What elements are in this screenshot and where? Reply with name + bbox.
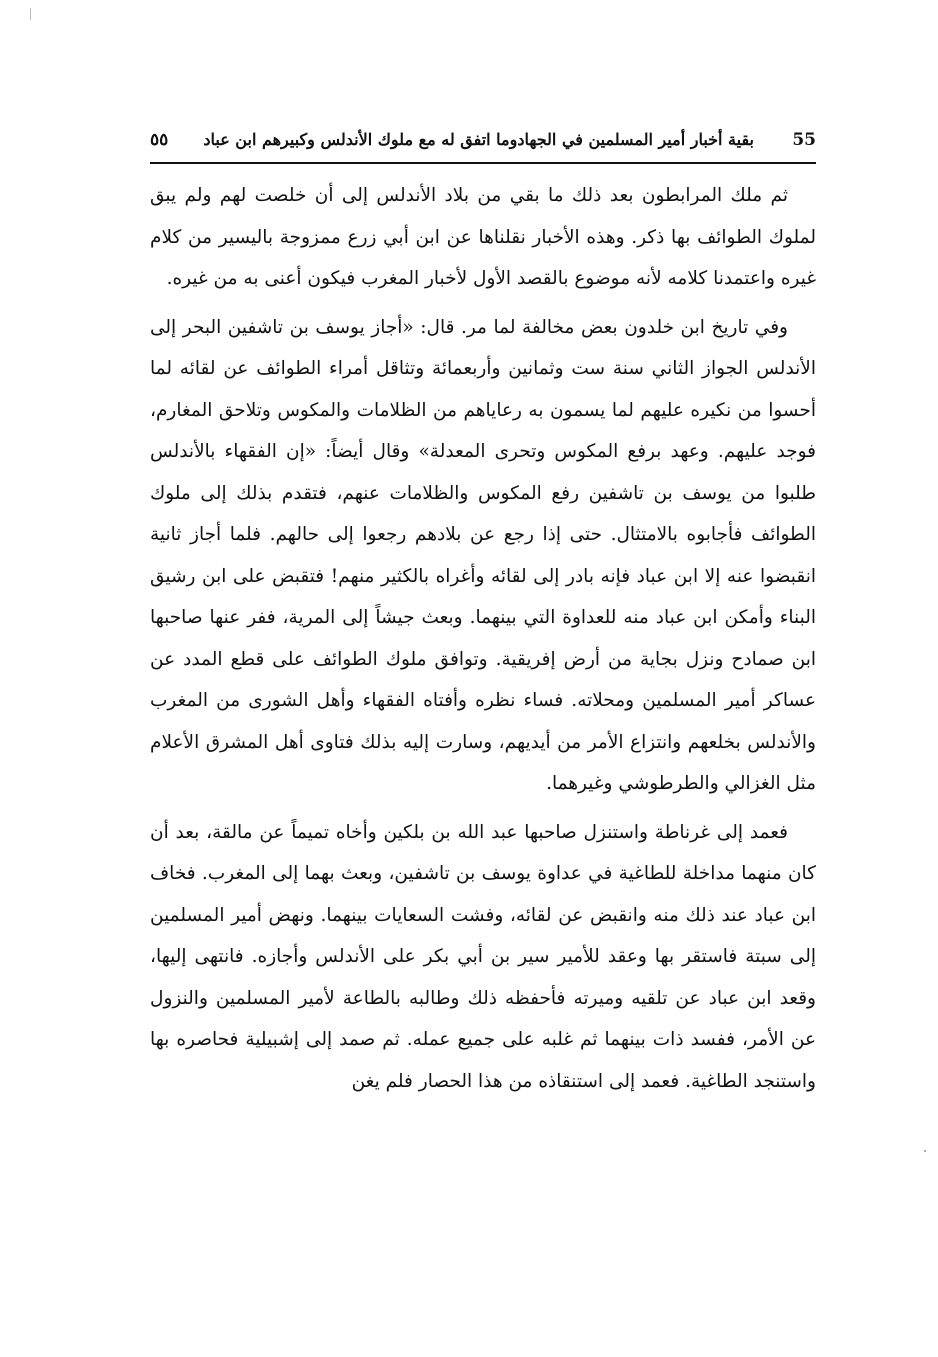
paragraph-2: وفي تاريخ ابن خلدون بعض مخالفة لما مر. قال: «أجاز يوسف بن تاشفين البحر إلى الأندلس الجواز الثاني سنة ست وثمانين وأربعمائة وتثاقل أمراء الطوائف عن لقائه لما أحسوا من نكيره عليهم لما يسمون به رعاياهم من الظلامات والمكوس وتلاحق المغارم، فوجد عليهم. وعهد برفع المكوس وتحرى المعدلة» وقال أيضاً: «إن الفقهاء بالأندلس طلبوا من يوسف بن تاشفين رفع المكوس والظلامات عنهم، فتقدم بذلك إلى ملوك الطوائف فأجابوه بالامتثال. حتى إذا رجع عن بلادهم رجعوا إلى حالهم. فلما أجاز ثانية انقبضوا عنه إلا ابن عباد فإنه بادر إلى لقائه وأغراه بالكثير منهم! فتقبض على ابن رشيق البناء وأمكن ابن عباد منه للعداوة التي بينهما. وبعث جيشاً إلى المرية، ففر عنها صاحبها ابن صمادح ونزل بجاية من أرض إفريقية. وتوافق ملوك الطوائف على قطع المدد عن عساكر أمير المسلمين ومحلاته. فساء نظره وأفتاه الفقهاء وأهل الشورى من المغرب والأندلس بخلعهم وانتزاع الأمر من أيديهم، وسارت إليه بذلك فتاوى أهل المشرق الأعلام مثل الغزالي والطرطوشي وغيرهما. (150, 316, 816, 794)
page-number-latin: 55 (792, 130, 816, 150)
body-text (150, 175, 816, 1102)
running-title: بقية أخبار أمير المسلمين في الجهادوما اتفق له مع ملوك الأندلس وكبيرهم ابن عباد (203, 130, 754, 149)
page-header (150, 128, 816, 162)
scan-mark (924, 1150, 926, 1152)
header-rule (150, 162, 816, 164)
paragraph-3: فعمد إلى غرناطة واستنزل صاحبها عبد الله بن بلكين وأخاه تميماً عن مالقة، بعد أن كان منهما مداخلة للطاغية في عداوة يوسف بن تاشفين، وبعث بهما إلى المغرب. فخاف ابن عباد عند ذلك منه وانقبض عن لقائه، وفشت السعايات بينهما. ونهض أمير المسلمين إلى سبتة فاستقر بها وعقد للأمير سير بن أبي بكر على الأندلس وأجازه. فانتهى إليها، وقعد ابن عباد عن تلقيه وميرته فأحفظه ذلك وطالبه بالطاعة لأمير المسلمين والنزول عن الأمر، ففسد ذات بينهما ثم غلبه على جميع عمله. ثم صمد إلى إشبيلية فحاصره بها واستنجد الطاغية. فعمد إلى استنقاذه من هذا الحصار فلم يغن (150, 821, 816, 1092)
paragraph-1: ثم ملك المرابطون بعد ذلك ما بقي من بلاد الأندلس إلى أن خلصت لهم ولم يبق لملوك الطوائف بها ذكر. وهذه الأخبار نقلناها عن ابن أبي زرع ممزوجة باليسير من كلام غيره واعتمدنا كلامه لأنه موضوع بالقصد الأول لأخبار المغرب فيكون أعنى به من غيره. (150, 185, 816, 289)
scan-mark (30, 8, 31, 20)
page-number-arabic: ٥٥ (150, 130, 169, 150)
